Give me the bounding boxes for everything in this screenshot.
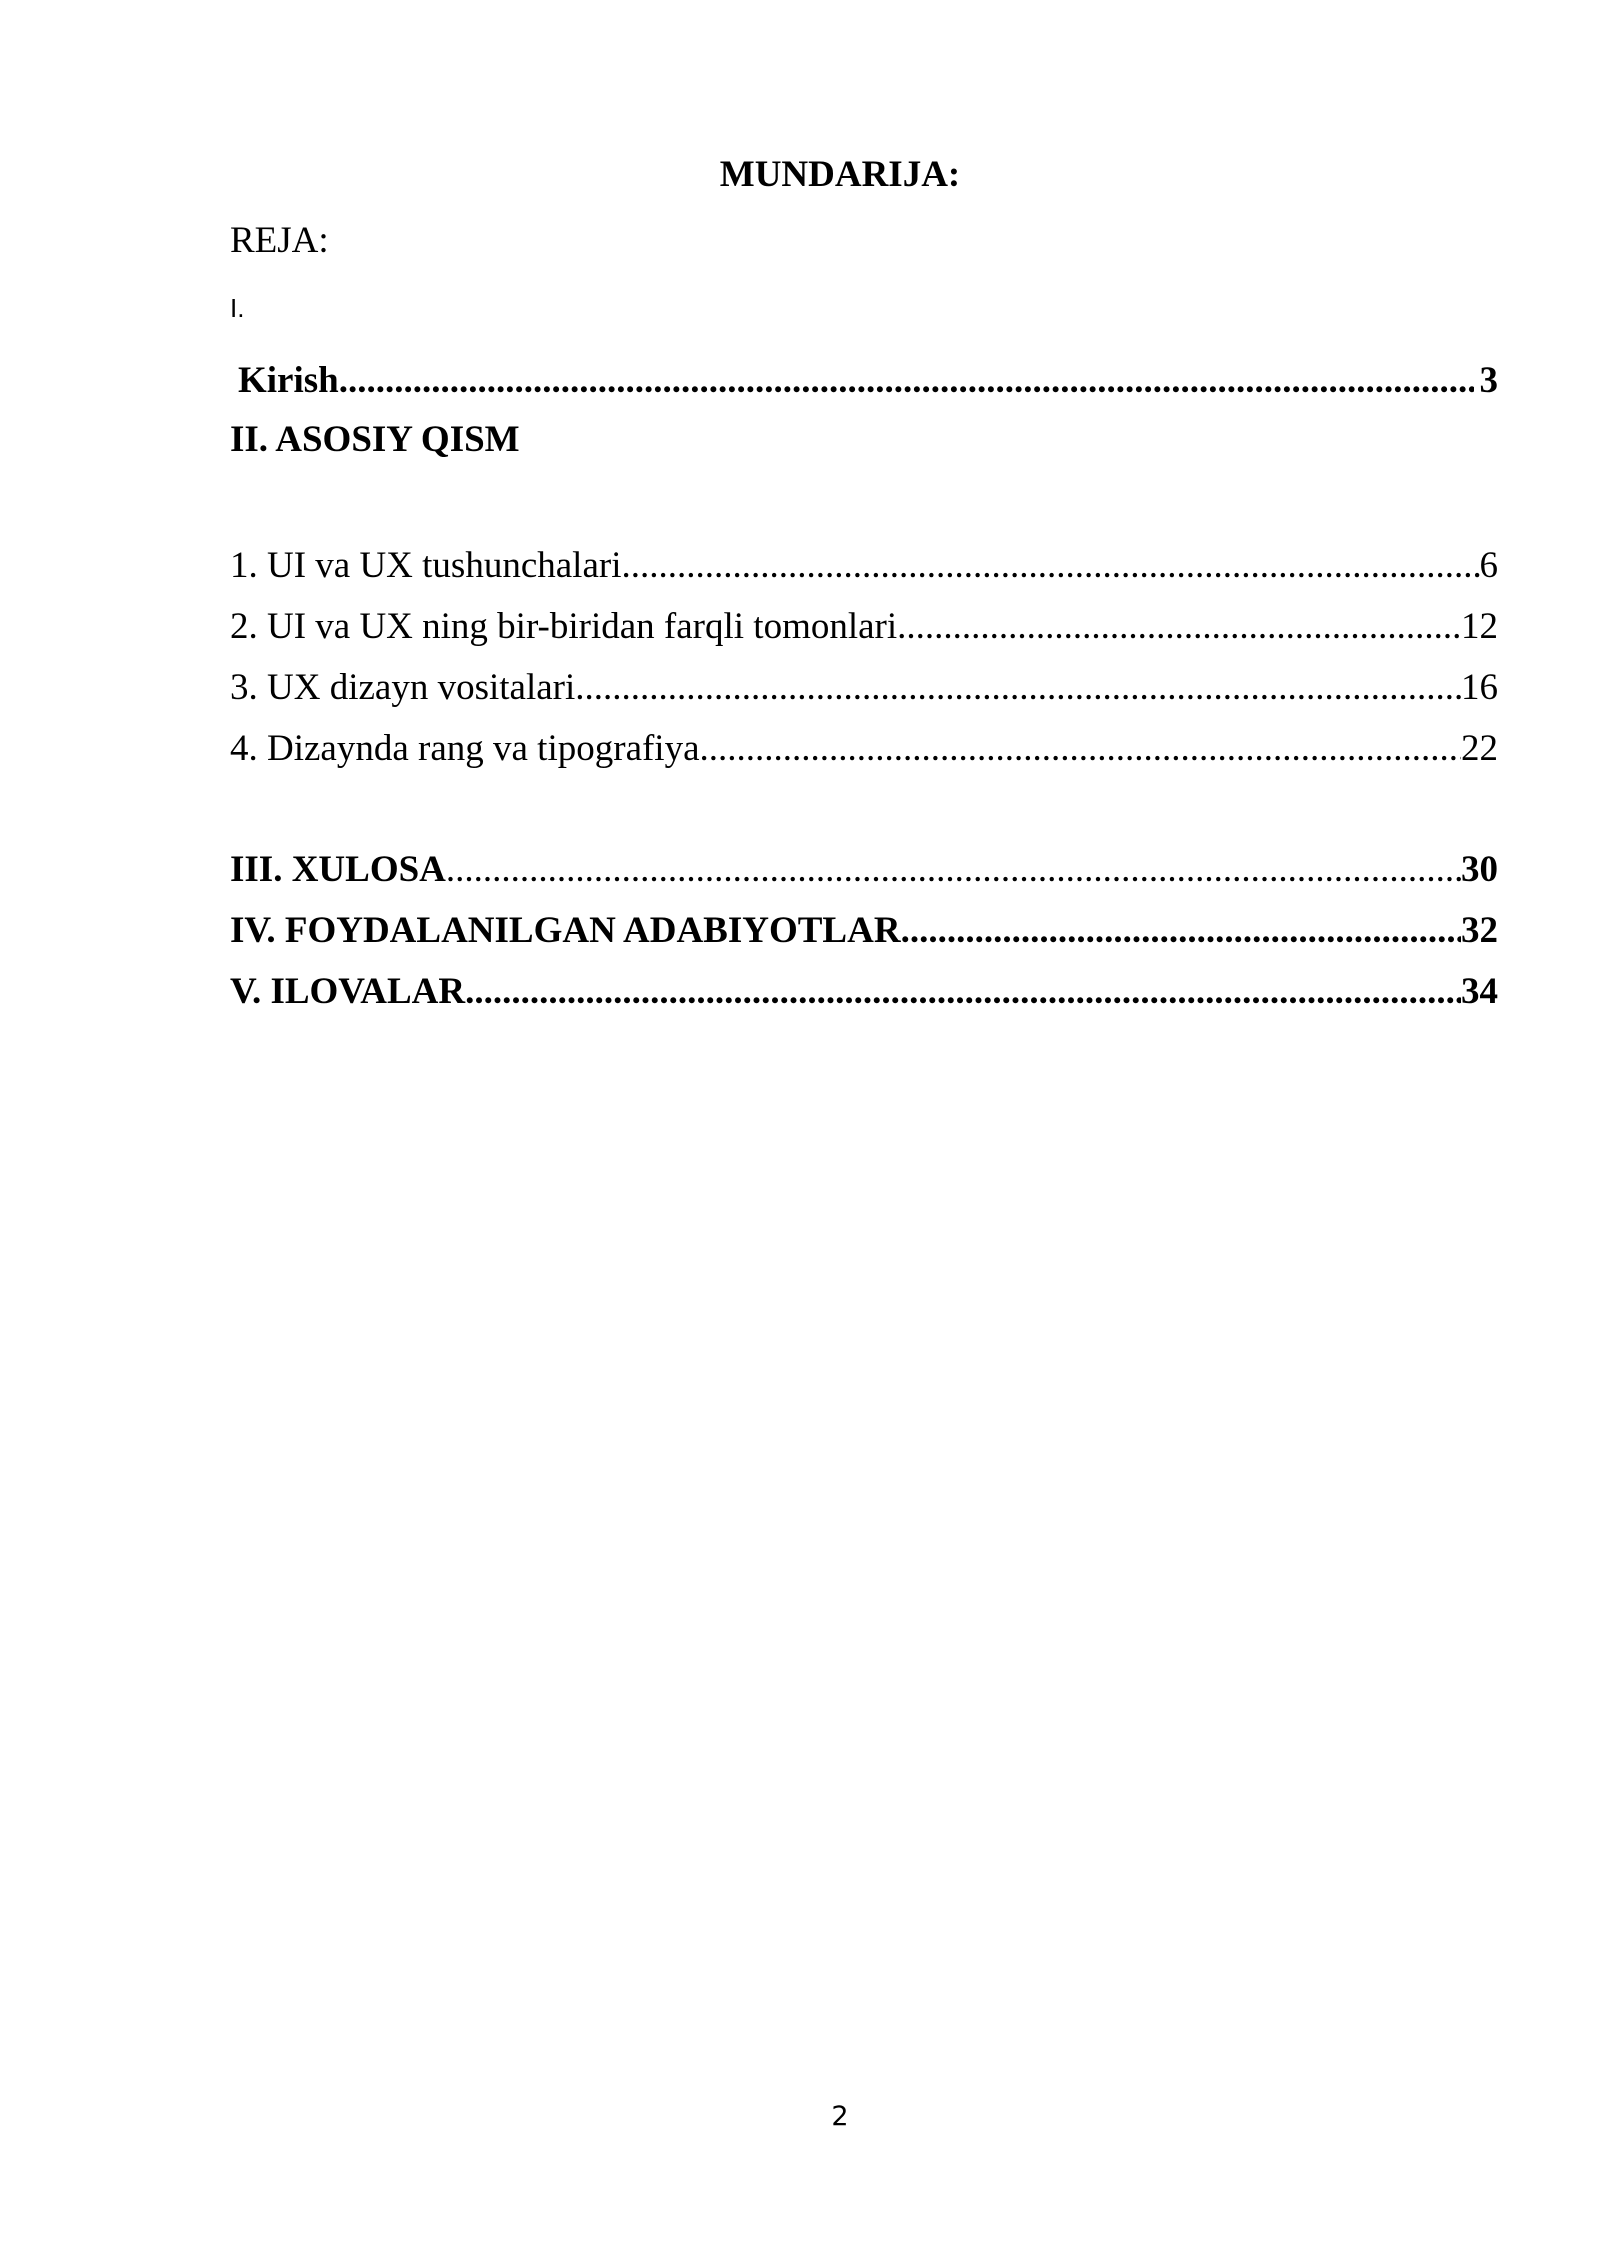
toc-entry-page: 16 <box>1461 667 1498 708</box>
roman-numeral-one: I. <box>230 293 245 323</box>
toc-entry-label: III. XULOSA <box>230 849 446 890</box>
toc-leader-dots <box>897 604 1461 650</box>
toc-entry-page: 22 <box>1461 728 1498 769</box>
toc-entry-label: IV. FOYDALANILGAN ADABIYOTLAR <box>230 910 901 951</box>
toc-entry-label: 2. UI va UX ning bir-biridan farqli tomonlari <box>230 606 898 647</box>
toc-entry-conclusion <box>230 847 1498 893</box>
toc-entry-label: 1. UI va UX tushunchalari <box>230 545 622 586</box>
toc-entry-label: 4. Dizaynda rang va tipografiya <box>230 728 700 769</box>
toc-leader-dots <box>446 847 1461 893</box>
toc-entry-intro <box>238 358 1498 404</box>
toc-entry-label: V. ILOVALAR <box>230 971 466 1012</box>
toc-leader-dots <box>339 358 1474 404</box>
toc-entry-page: 30 <box>1461 849 1498 890</box>
toc-entry-page: 12 <box>1461 606 1498 647</box>
toc-entry-main-4 <box>230 726 1498 772</box>
toc-leader-dots <box>700 726 1461 772</box>
toc-entry-label: 3. UX dizayn vositalari <box>230 667 576 708</box>
page-title: MUNDARIJA: <box>719 154 961 195</box>
toc-leader-dots <box>575 665 1461 711</box>
toc-entry-references <box>230 908 1498 954</box>
toc-entry-appendices <box>230 969 1498 1015</box>
toc-leader-dots <box>621 543 1479 589</box>
section-heading-main: II. ASOSIY QISM <box>230 419 520 460</box>
toc-entry-page: 34 <box>1461 971 1498 1012</box>
toc-entry-main-1 <box>230 543 1498 589</box>
plan-label: REJA: <box>230 220 329 261</box>
toc-entry-main-3 <box>230 665 1498 711</box>
page-number: 2 <box>831 2101 849 2132</box>
toc-entry-page: 32 <box>1461 910 1498 951</box>
toc-leader-dots <box>901 908 1461 954</box>
toc-entry-page: 6 <box>1479 545 1498 586</box>
toc-leader-dots <box>465 969 1461 1015</box>
toc-entry-page: 3 <box>1479 360 1498 401</box>
toc-entry-main-2 <box>230 604 1498 650</box>
toc-entry-label: Kirish <box>238 360 339 401</box>
